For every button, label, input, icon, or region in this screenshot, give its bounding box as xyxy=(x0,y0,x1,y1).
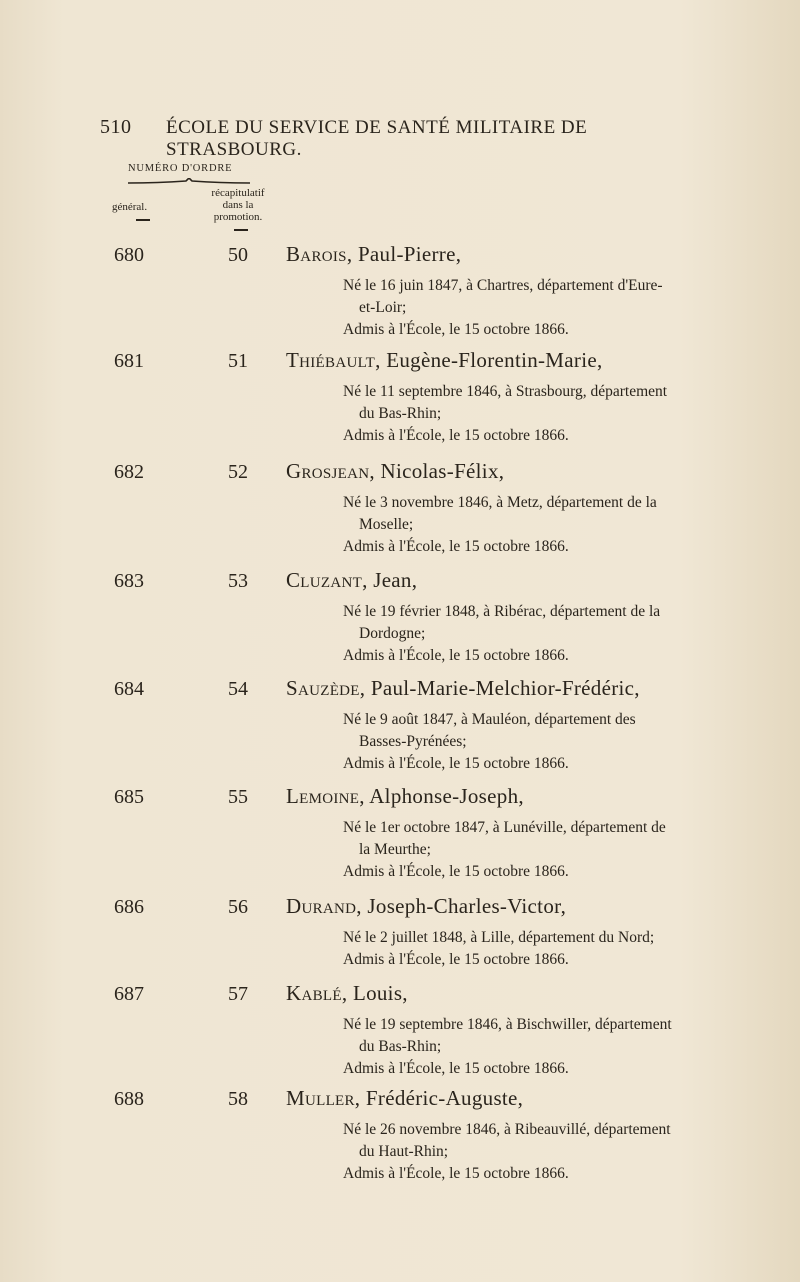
entry-name xyxy=(286,894,566,919)
birth-line: Né le 3 novembre 1846, à Metz, département de la xyxy=(343,494,657,511)
surname: Sauzède, xyxy=(286,676,366,700)
birth-info xyxy=(343,709,715,753)
column-group-label: NUMÉRO D'ORDRE xyxy=(128,163,233,174)
general-number: 681 xyxy=(114,350,144,372)
birth-info xyxy=(343,927,715,949)
surname: Muller, xyxy=(286,1086,361,1110)
given-names: Paul-Pierre, xyxy=(357,242,462,266)
admission-info: Admis à l'École, le 15 octobre 1866. xyxy=(343,427,569,444)
promotion-number: 55 xyxy=(228,786,248,808)
promotion-number: 58 xyxy=(228,1088,248,1110)
brace-icon xyxy=(128,178,250,184)
page-title: ÉCOLE DU SERVICE DE SANTÉ MILITAIRE DE STRASBOURG. xyxy=(166,117,588,160)
birth-line: Né le 11 septembre 1846, à Strasbourg, département xyxy=(343,383,668,400)
birth-info xyxy=(343,492,715,536)
given-names: Joseph-Charles-Victor, xyxy=(367,894,567,918)
birth-line: Né le 2 juillet 1848, à Lille, département du Nord; xyxy=(343,929,655,946)
surname: Lemoine, xyxy=(286,784,365,808)
recap-line: récapitulatif xyxy=(211,187,265,199)
birth-line: du Haut-Rhin; xyxy=(359,1143,449,1160)
birth-info xyxy=(343,275,715,319)
birth-line: et-Loir; xyxy=(359,299,407,316)
promotion-number: 50 xyxy=(228,244,248,266)
birth-info xyxy=(343,601,715,645)
given-names: Nicolas-Félix, xyxy=(380,459,505,483)
promotion-number: 53 xyxy=(228,570,248,592)
general-number: 680 xyxy=(114,244,144,266)
column-label-recap xyxy=(198,187,278,223)
entry-name xyxy=(286,568,417,593)
birth-line: Moselle; xyxy=(359,516,414,533)
admission-info: Admis à l'École, le 15 octobre 1866. xyxy=(343,1165,569,1182)
recap-line: promotion. xyxy=(213,211,263,223)
general-number: 686 xyxy=(114,896,144,918)
surname: Durand, xyxy=(286,894,362,918)
general-number: 685 xyxy=(114,786,144,808)
entry-name xyxy=(286,784,524,809)
entry-name xyxy=(286,459,504,484)
promotion-number: 56 xyxy=(228,896,248,918)
birth-line: du Bas-Rhin; xyxy=(359,405,442,422)
entry-name xyxy=(286,981,408,1006)
general-number: 687 xyxy=(114,983,144,1005)
surname: Kablé, xyxy=(286,981,348,1005)
birth-line: Né le 19 septembre 1846, à Bischwiller, département xyxy=(343,1016,672,1033)
admission-info: Admis à l'École, le 15 octobre 1866. xyxy=(343,951,569,968)
entry-name xyxy=(286,1086,523,1111)
admission-info: Admis à l'École, le 15 octobre 1866. xyxy=(343,1060,569,1077)
promotion-number: 54 xyxy=(228,678,248,700)
given-names: Louis, xyxy=(352,981,408,1005)
general-number: 682 xyxy=(114,461,144,483)
given-names: Jean, xyxy=(373,568,418,592)
birth-line: Né le 9 août 1847, à Mauléon, département des xyxy=(343,711,636,728)
general-number: 688 xyxy=(114,1088,144,1110)
given-names: Eugène-Florentin-Marie, xyxy=(386,348,603,372)
divider xyxy=(136,219,150,221)
promotion-number: 51 xyxy=(228,350,248,372)
page-number: 510 xyxy=(100,116,132,138)
admission-info: Admis à l'École, le 15 octobre 1866. xyxy=(343,647,569,664)
entry-name xyxy=(286,242,461,267)
admission-info: Admis à l'École, le 15 octobre 1866. xyxy=(343,863,569,880)
admission-info: Admis à l'École, le 15 octobre 1866. xyxy=(343,538,569,555)
birth-info xyxy=(343,1014,715,1058)
admission-info: Admis à l'École, le 15 octobre 1866. xyxy=(343,321,569,338)
birth-info xyxy=(343,817,715,861)
birth-line: Né le 26 novembre 1846, à Ribeauvillé, département xyxy=(343,1121,671,1138)
birth-line: Né le 1er octobre 1847, à Lunéville, département de xyxy=(343,819,666,836)
surname: Cluzant, xyxy=(286,568,368,592)
given-names: Frédéric-Auguste, xyxy=(365,1086,524,1110)
birth-info xyxy=(343,1119,715,1163)
recap-line: dans la xyxy=(222,199,254,211)
general-number: 684 xyxy=(114,678,144,700)
given-names: Alphonse-Joseph, xyxy=(369,784,524,808)
divider xyxy=(234,229,248,231)
birth-line: Dordogne; xyxy=(359,625,426,642)
column-label-general: général. xyxy=(112,201,148,213)
promotion-number: 57 xyxy=(228,983,248,1005)
entry-name xyxy=(286,348,603,373)
birth-line: Né le 16 juin 1847, à Chartres, département d'Eure- xyxy=(343,277,663,294)
birth-line: Basses-Pyrénées; xyxy=(359,733,467,750)
promotion-number: 52 xyxy=(228,461,248,483)
birth-line: la Meurthe; xyxy=(359,841,431,858)
admission-info: Admis à l'École, le 15 octobre 1866. xyxy=(343,755,569,772)
birth-info xyxy=(343,381,715,425)
running-head xyxy=(100,116,700,161)
birth-line: Né le 19 février 1848, à Ribérac, département de la xyxy=(343,603,661,620)
entry-name xyxy=(286,676,640,701)
surname: Thiébault, xyxy=(286,348,381,372)
birth-line: du Bas-Rhin; xyxy=(359,1038,442,1055)
general-number: 683 xyxy=(114,570,144,592)
given-names: Paul-Marie-Melchior-Frédéric, xyxy=(370,676,640,700)
surname: Grosjean, xyxy=(286,459,375,483)
surname: Barois, xyxy=(286,242,353,266)
